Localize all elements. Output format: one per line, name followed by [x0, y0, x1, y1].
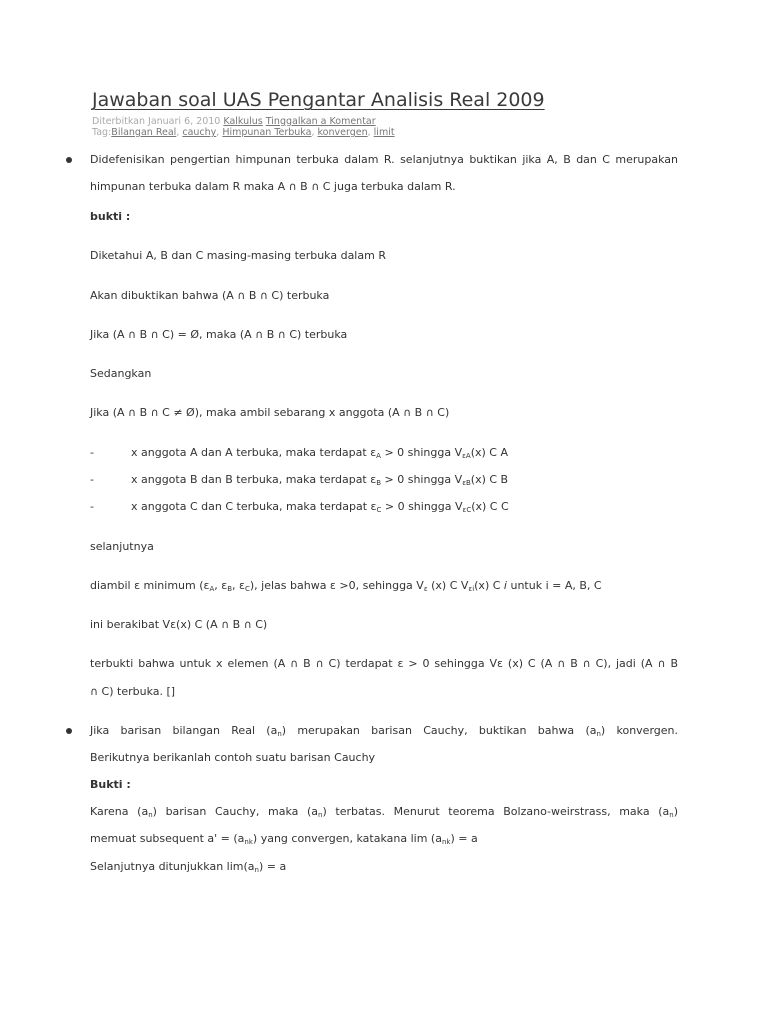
para-subscript: B	[227, 585, 233, 593]
q1-item	[131, 446, 508, 459]
para-text: , ε	[214, 579, 228, 592]
item-text: (x) C C	[471, 500, 509, 513]
para-subscript: ε	[423, 585, 428, 593]
item-text: (x) C B	[470, 473, 509, 486]
q1-paragraph: Jika (A ∩ B ∩ C) = Ø, maka (A ∩ B ∩ C) terbuka	[90, 328, 348, 341]
para-subscript: C	[244, 585, 250, 593]
para-subscript: n	[254, 866, 259, 874]
item-text: (x) C A	[470, 446, 508, 459]
bullet-icon	[66, 728, 72, 734]
page-title: Jawaban soal UAS Pengantar Analisis Real 2009	[92, 89, 545, 111]
tag-link[interactable]: Himpunan Terbuka	[222, 127, 312, 138]
q1-paragraph: Jika (A ∩ B ∩ C ≠ Ø), maka ambil sebarang x anggota (A ∩ B ∩ C)	[90, 406, 450, 419]
q1-bukti-label: bukti :	[90, 210, 131, 223]
q1-paragraph: Diketahui A, B dan C masing-masing terbuka dalam R	[90, 249, 386, 262]
para-text: ) merupakan barisan Cauchy, buktikan bahwa (a	[281, 724, 597, 737]
para-text: ) terbatas. Menurut teorema Bolzano-weirstrass, maka (a	[322, 805, 670, 818]
item-subscript: εB	[462, 479, 471, 487]
q1-item	[131, 473, 508, 486]
para-text: (x) C	[474, 579, 504, 592]
published-date: Diterbitkan Januari 6, 2010	[92, 116, 221, 127]
item-text: > 0 shingga V	[380, 446, 463, 459]
item-text: x anggota B dan B terbuka, maka terdapat ε	[131, 473, 377, 486]
para-text: memuat subsequent a' = (a	[90, 832, 245, 845]
para-subscript: n	[148, 811, 153, 819]
q1-item	[131, 500, 509, 513]
q1-line-1: Didefenisikan pengertian himpunan terbuka dalam R. selanjutnya buktikan jika A, B dan C merupakan	[90, 153, 678, 166]
para-text: (x) C V	[427, 579, 469, 592]
para-text: diambil ε minimum (ε	[90, 579, 210, 592]
para-text: Selanjutnya ditunjukkan lim(a	[90, 860, 255, 873]
q1-line-2: himpunan terbuka dalam R maka A ∩ B ∩ C juga terbuka dalam R.	[90, 180, 456, 193]
para-text: ) = a	[258, 860, 287, 873]
item-subscript: εA	[462, 452, 471, 460]
bullet-icon	[66, 157, 72, 163]
para-text: ) yang convergen, katakana lim (a	[252, 832, 442, 845]
para-subscript: n	[596, 730, 601, 738]
para-text: ) = a	[450, 832, 478, 845]
tag-prefix: Tag:	[92, 127, 112, 138]
tag-link[interactable]: cauchy	[182, 127, 217, 138]
q1-paragraph: ∩ C) terbuka. []	[90, 685, 176, 698]
q1-paragraph: Akan dibuktikan bahwa (A ∩ B ∩ C) terbuka	[90, 289, 330, 302]
para-subscript: n	[277, 730, 282, 738]
q2-bukti-label: Bukti :	[90, 778, 131, 791]
para-text: ), jelas bahwa ε >0, sehingga V	[249, 579, 424, 592]
para-text: Jika barisan bilangan Real (a	[90, 724, 278, 737]
q2-paragraph	[90, 832, 678, 845]
item-text: > 0 shingga V	[381, 500, 463, 513]
item-subscript: C	[376, 506, 382, 514]
para-subscript: nk	[441, 838, 451, 846]
item-text: > 0 shingga V	[381, 473, 463, 486]
para-subscript: A	[209, 585, 215, 593]
para-text: Karena (a	[90, 805, 149, 818]
dash-marker: -	[90, 446, 94, 459]
q2-paragraph	[90, 860, 678, 873]
item-subscript: A	[376, 452, 381, 460]
comment-link[interactable]: Tinggalkan a Komentar	[265, 116, 376, 127]
q2-line-1	[90, 724, 678, 737]
item-subscript: B	[376, 479, 382, 487]
para-subscript: εi	[468, 585, 475, 593]
q1-paragraph	[90, 579, 678, 592]
para-subscript: n	[669, 811, 674, 819]
tag-link[interactable]: konvergen	[317, 127, 368, 138]
para-italic: i	[503, 579, 507, 592]
item-text: x anggota A dan A terbuka, maka terdapat ε	[131, 446, 377, 459]
q1-paragraph: Sedangkan	[90, 367, 152, 380]
post-tags: Tag:Bilangan Real, cauchy, Himpunan Terbuka, konvergen, limit	[92, 127, 395, 138]
tag-link[interactable]: limit	[373, 127, 395, 138]
para-text: ) konvergen.	[600, 724, 678, 737]
tag-link[interactable]: Bilangan Real	[111, 127, 177, 138]
q1-paragraph: selanjutnya	[90, 540, 154, 553]
category-link[interactable]: Kalkulus	[223, 116, 263, 127]
q2-line-2: Berikutnya berikanlah contoh suatu barisan Cauchy	[90, 751, 376, 764]
para-subscript: nk	[244, 838, 253, 846]
para-text: ) barisan Cauchy, maka (a	[152, 805, 319, 818]
q1-paragraph: terbukti bahwa untuk x elemen (A ∩ B ∩ C) terdapat ε > 0 sehingga Vε (x) C (A ∩ B ∩ C), jadi (A ∩ B	[90, 657, 678, 670]
q2-paragraph	[90, 805, 678, 818]
item-subscript: εC	[462, 506, 472, 514]
para-subscript: n	[318, 811, 323, 819]
q1-paragraph: ini berakibat Vε(x) C (A ∩ B ∩ C)	[90, 618, 268, 631]
para-text: )	[673, 805, 678, 818]
para-text: untuk i = A, B, C	[506, 579, 602, 592]
item-text: x anggota C dan C terbuka, maka terdapat ε	[131, 500, 377, 513]
dash-marker: -	[90, 473, 94, 486]
dash-marker: -	[90, 500, 94, 513]
para-text: , ε	[232, 579, 245, 592]
post-meta	[92, 116, 376, 127]
